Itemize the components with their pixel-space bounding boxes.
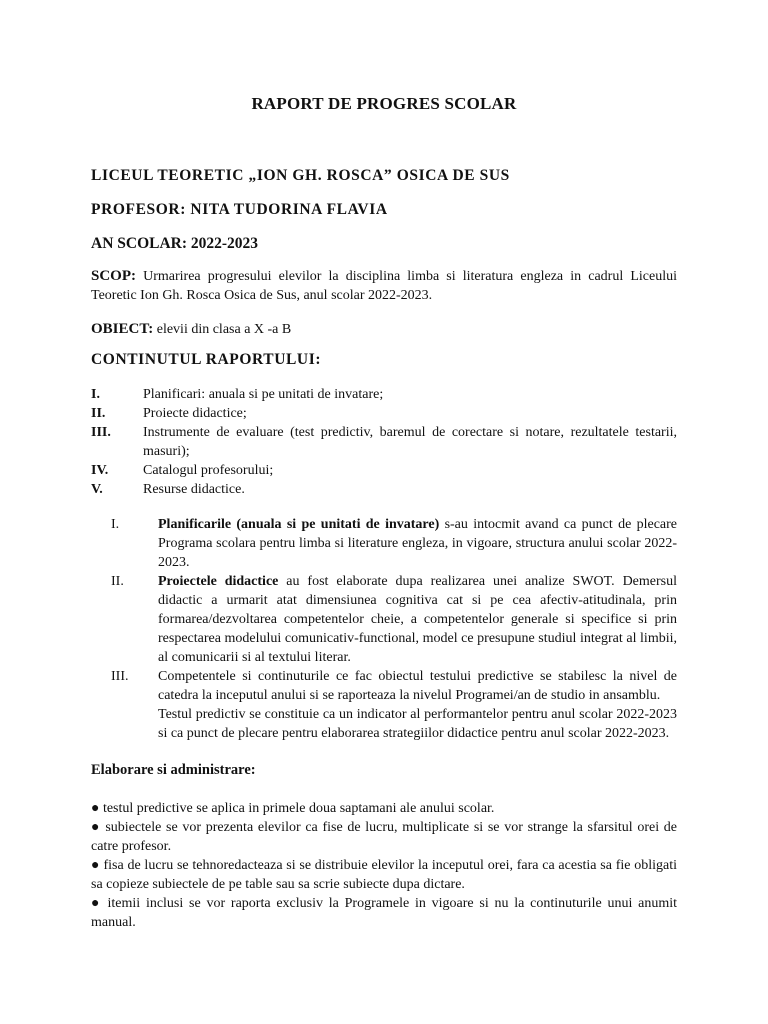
section-text xyxy=(158,572,677,667)
section-text xyxy=(158,667,677,743)
section-body-text: Competentele si continuturile ce fac obiectul testului predictive se stabilesc la nivel de catedra la inceputul anului si se raporteaza la nivelul Programei/an de studio in ansamblu. xyxy=(158,669,677,703)
list-item-number: V. xyxy=(91,482,103,497)
section-number: I. xyxy=(111,517,120,532)
document-title: RAPORT DE PROGRES SCOLAR xyxy=(251,94,517,113)
section-item xyxy=(111,515,677,572)
continut-heading: CONTINUTUL RAPORTULUI: xyxy=(91,351,322,368)
list-item xyxy=(91,480,677,499)
elaborare-heading: Elaborare si administrare: xyxy=(91,762,256,778)
scop-label: SCOP: xyxy=(91,268,136,284)
section-number: II. xyxy=(111,574,124,589)
sections-list xyxy=(111,515,677,743)
list-item-text: Instrumente de evaluare (test predictiv, baremul de corectare si notare, rezultatele testarii, masuri); xyxy=(143,425,677,459)
list-item-text: Planificari: anuala si pe unitati de invatare; xyxy=(143,387,384,402)
section-text xyxy=(158,515,677,572)
bullet-item: ● itemii inclusi se vor raporta exclusiv la Programele in vigoare si nu la continuturile unui anumit manual. xyxy=(91,896,677,930)
bullet-item: ● fisa de lucru se tehnoredacteaza si se distribuie elevilor la inceputul orei, fara ca acestia sa fie obligati sa copieze subiectele de pe table sau sa scrie subiecte dupa dictare. xyxy=(91,858,677,892)
list-item-text: Proiecte didactice; xyxy=(143,406,247,421)
scop-text: Urmarirea progresului elevilor la disciplina limba si literatura engleza in cadrul Liceului Teoretic Ion Gh. Rosca Osica de Sus, anul scolar 2022-2023. xyxy=(91,269,677,303)
bullet-item: ● testul predictive se aplica in primele doua saptamani ale anului scolar. xyxy=(91,801,495,816)
section-number: III. xyxy=(111,669,129,684)
school-year: AN SCOLAR: 2022-2023 xyxy=(91,235,259,252)
list-item xyxy=(91,461,677,480)
section-body-text: au fost elaborate dupa realizarea unei analize SWOT. Demersul didactic a urmarit atat dimensiunea cognitiva cat si pe cea afectiv-atitudinala, prin formarea/dezvoltarea competentelor cheie, a competentelor generale si specifice si prin respectarea modelului comunicativ-functional, model ce presupune studiul integrat al limbii, al comunicarii si al textului literar. xyxy=(158,574,678,665)
teacher-name: PROFESOR: NITA TUDORINA FLAVIA xyxy=(91,201,388,218)
list-item-number: II. xyxy=(91,406,106,421)
bullet-list xyxy=(91,799,677,932)
obiect-label: OBIECT: xyxy=(91,321,154,337)
section-body-text: s-au intocmit avand ca punct de plecare Programa scolara pentru limba si literature engleza, in vigoare, structura anului scolar 2022-2023. xyxy=(158,517,677,570)
list-item xyxy=(91,423,677,461)
list-item-number: IV. xyxy=(91,463,109,478)
section-bold-text: Planificarile (anuala si pe unitati de invatare) xyxy=(158,517,440,532)
bullet-item: ● subiectele se vor prezenta elevilor ca fise de lucru, multiplicate si se vor strange la sfarsitul orei de catre profesor. xyxy=(91,820,677,854)
list-item-number: I. xyxy=(91,387,100,402)
list-item-text: Resurse didactice. xyxy=(143,482,245,497)
list-item-number: III. xyxy=(91,425,111,440)
list-item xyxy=(91,404,677,423)
obiect-text: elevii din clasa a X -a B xyxy=(153,322,292,337)
section-item xyxy=(111,572,677,667)
list-item-text: Catalogul profesorului; xyxy=(143,463,274,478)
list-item xyxy=(91,385,677,404)
continut-list xyxy=(91,385,677,499)
scop-paragraph xyxy=(91,267,677,305)
section-body-text-2: Testul predictiv se constituie ca un indicator al performantelor pentru anul scolar 2022-2023 si ca punct de plecare pentru elaborarea strategiilor didactice pentru anul scolar 2022-2023. xyxy=(158,707,677,741)
section-bold-text: Proiectele didactice xyxy=(158,574,279,589)
obiect-paragraph xyxy=(91,320,677,339)
section-item xyxy=(111,667,677,743)
school-name: LICEUL TEORETIC „ION GH. ROSCA” OSICA DE SUS xyxy=(91,167,510,184)
